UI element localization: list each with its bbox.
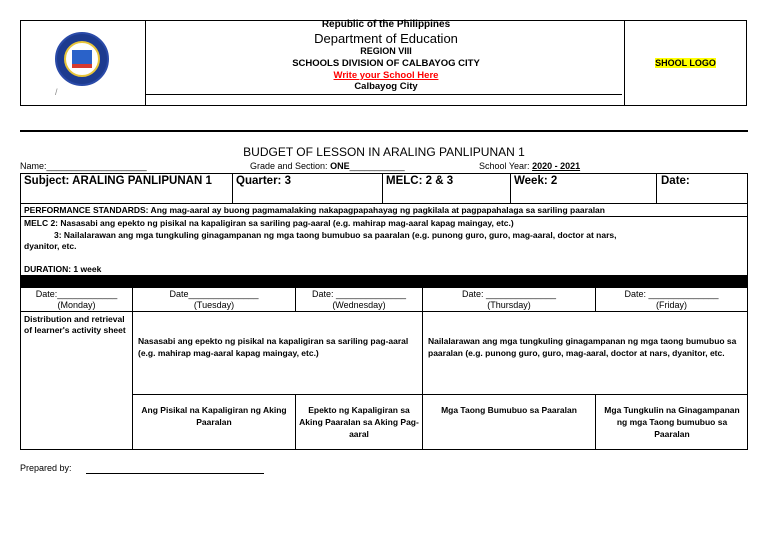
division-line: SCHOOLS DIVISION OF CALBAYOG CITY	[292, 58, 480, 69]
republic-line: Republic of the Philippines	[321, 19, 451, 30]
day-header-thursday: Date: ______________ (Thursday)	[461, 289, 557, 310]
seal-cell: /	[21, 21, 146, 105]
grade-section-field: Grade and Section: ONE___________	[250, 161, 405, 171]
melc2-text: MELC 2: Nasasabi ang epekto ng pisikal na kapaligiran sa sariling pag-aaral (e.g. mahirap mag-aaral kapag maingay, etc.)	[24, 218, 514, 228]
melc3-text-cont: dyanitor, etc.	[24, 241, 77, 251]
header-rule	[20, 130, 748, 132]
topic-1: Ang Pisikal na Kapaligiran ng Aking Paaralan	[141, 405, 287, 427]
topic-2: Epekto ng Kapaligiran sa Aking Paaralan sa Aking Pag-aaral	[299, 405, 419, 439]
prepared-by-label: Prepared by:	[20, 463, 72, 473]
melc3-schedule-cell: Nailalarawan ang mga tungkuling ginagampanan ng mga taong bumubuo sa paaralan (e.g. punong guro, guro, mag-aaral, doctor at nars, dyanitor, etc.	[428, 336, 737, 358]
day-header-monday: Date:____________ (Monday)	[35, 289, 118, 310]
school-logo-cell	[624, 21, 746, 105]
week-cell: Week: 2	[511, 174, 657, 203]
school-logo-placeholder: SHOOL LOGO	[655, 58, 716, 68]
melc-block	[20, 216, 748, 276]
activity-label: Distribution and retrieval of learner's activity sheet	[24, 314, 126, 335]
quarter-cell: Quarter: 3	[233, 174, 383, 203]
department-line: Department of Education	[314, 31, 458, 46]
region-line: REGION VIII	[360, 46, 412, 56]
school-name-line: Write your School Here	[333, 70, 439, 81]
day-header-friday: Date: ______________ (Friday)	[624, 289, 719, 310]
date-cell: Date:	[661, 175, 690, 187]
name-field: Name:____________________	[20, 161, 147, 171]
melc-cell: MELC: 2 & 3	[383, 174, 511, 203]
duration-text: DURATION: 1 week	[24, 264, 102, 274]
melc2-schedule-cell: Nasasabi ang epekto ng pisikal na kapaligiran sa sariling pag-aaral (e.g. mahirap mag-aaral kapag maingay, etc.)	[138, 336, 409, 358]
school-year-field: School Year: 2020 - 2021	[479, 161, 581, 171]
separator-bar	[20, 275, 748, 287]
topic-3: Mga Taong Bumubuo sa Paaralan	[441, 405, 577, 415]
melc3-text: 3: Nailalarawan ang mga tungkuling ginagampanan ng mga taong bumubuo sa paaralan (e.g. punong guro, guro, mag-aaral, doctor at nars,	[54, 230, 617, 240]
header-underline	[145, 94, 622, 95]
subject-cell: Subject: ARALING PANLIPUNAN 1	[21, 174, 233, 203]
topic-4: Mga Tungkulin na Ginagampanan ng mga Taong bumubuo sa Paaralan	[604, 405, 740, 439]
city-line: Calbayog City	[354, 81, 418, 92]
division-seal-icon	[55, 32, 109, 86]
subject-row	[20, 173, 748, 204]
schedule-grid	[20, 287, 748, 450]
day-header-wednesday: Date: ______________ (Wednesday)	[311, 289, 407, 310]
prepared-by-signature-line	[86, 473, 264, 474]
document-title: BUDGET OF LESSON IN ARALING PANLIPUNAN 1	[243, 145, 525, 159]
performance-standards: PERFORMANCE STANDARDS: Ang mag-aaral ay buong pagmamalaking nakapagpapahayag ng pagkilala at pagpapahalaga sa sariling paaralan	[20, 203, 748, 217]
day-header-tuesday: Date______________ (Tuesday)	[169, 289, 259, 310]
